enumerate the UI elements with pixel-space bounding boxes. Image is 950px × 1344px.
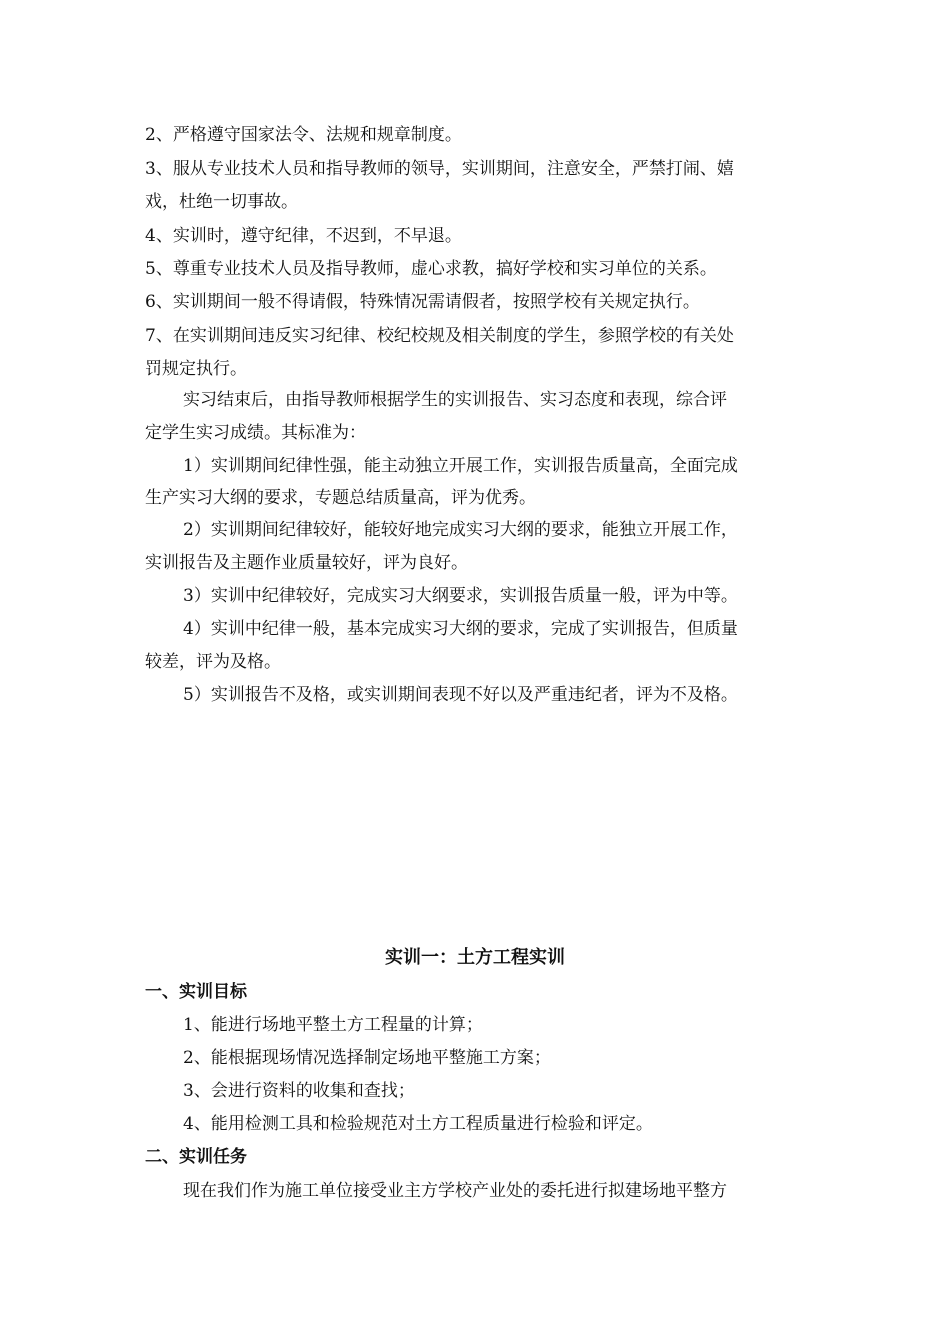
- grade-line: 3）实训中纪律较好，完成实习大纲要求，实训报告质量一般，评为中等。: [183, 586, 738, 606]
- grade-line: 4）实训中纪律一般，基本完成实习大纲的要求，完成了实训报告，但质量: [183, 619, 738, 639]
- rule-line: 4、实训时，遵守纪律，不迟到，不早退。: [145, 226, 462, 246]
- grade-line: 较差，评为及格。: [145, 652, 281, 672]
- goal-item: 2、能根据现场情况选择制定场地平整施工方案；: [183, 1048, 551, 1068]
- grade-line: 1）实训期间纪律性强，能主动独立开展工作，实训报告质量高，全面完成: [183, 456, 738, 476]
- rule-line: 5、尊重专业技术人员及指导教师，虚心求教，搞好学校和实习单位的关系。: [145, 259, 717, 279]
- grade-line: 5）实训报告不及格，或实训期间表现不好以及严重违纪者，评为不及格。: [183, 685, 738, 705]
- tasks-text: 现在我们作为施工单位接受业主方学校产业处的委托进行拟建场地平整方: [183, 1181, 727, 1201]
- goal-item: 4、能用检测工具和检验规范对土方工程质量进行检验和评定。: [183, 1114, 653, 1134]
- goal-item: 1、能进行场地平整土方工程量的计算；: [183, 1015, 483, 1035]
- tasks-heading: 二、实训任务: [145, 1147, 247, 1167]
- section-title: 实训一：土方工程实训: [385, 947, 565, 968]
- goals-heading: 一、实训目标: [145, 982, 247, 1002]
- grade-line: 生产实习大纲的要求，专题总结质量高，评为优秀。: [145, 488, 536, 508]
- assessment-intro-line: 实习结束后，由指导教师根据学生的实训报告、实习态度和表现，综合评: [183, 390, 727, 410]
- grade-line: 2）实训期间纪律较好，能较好地完成实习大纲的要求，能独立开展工作，: [183, 520, 738, 540]
- rule-line: 7、在实训期间违反实习纪律、校纪校规及相关制度的学生，参照学校的有关处: [145, 326, 734, 346]
- goal-item: 3、会进行资料的收集和查找；: [183, 1081, 415, 1101]
- rule-line: 3、服从专业技术人员和指导教师的领导，实训期间，注意安全，严禁打闹、嬉: [145, 159, 734, 179]
- rule-line: 2、严格遵守国家法令、法规和规章制度。: [145, 125, 462, 145]
- assessment-intro-line: 定学生实习成绩。其标准为：: [145, 423, 366, 443]
- grade-line: 实训报告及主题作业质量较好，评为良好。: [145, 553, 468, 573]
- rule-line: 罚规定执行。: [145, 359, 247, 379]
- rule-line: 6、实训期间一般不得请假，特殊情况需请假者，按照学校有关规定执行。: [145, 292, 700, 312]
- rule-line: 戏，杜绝一切事故。: [145, 192, 298, 212]
